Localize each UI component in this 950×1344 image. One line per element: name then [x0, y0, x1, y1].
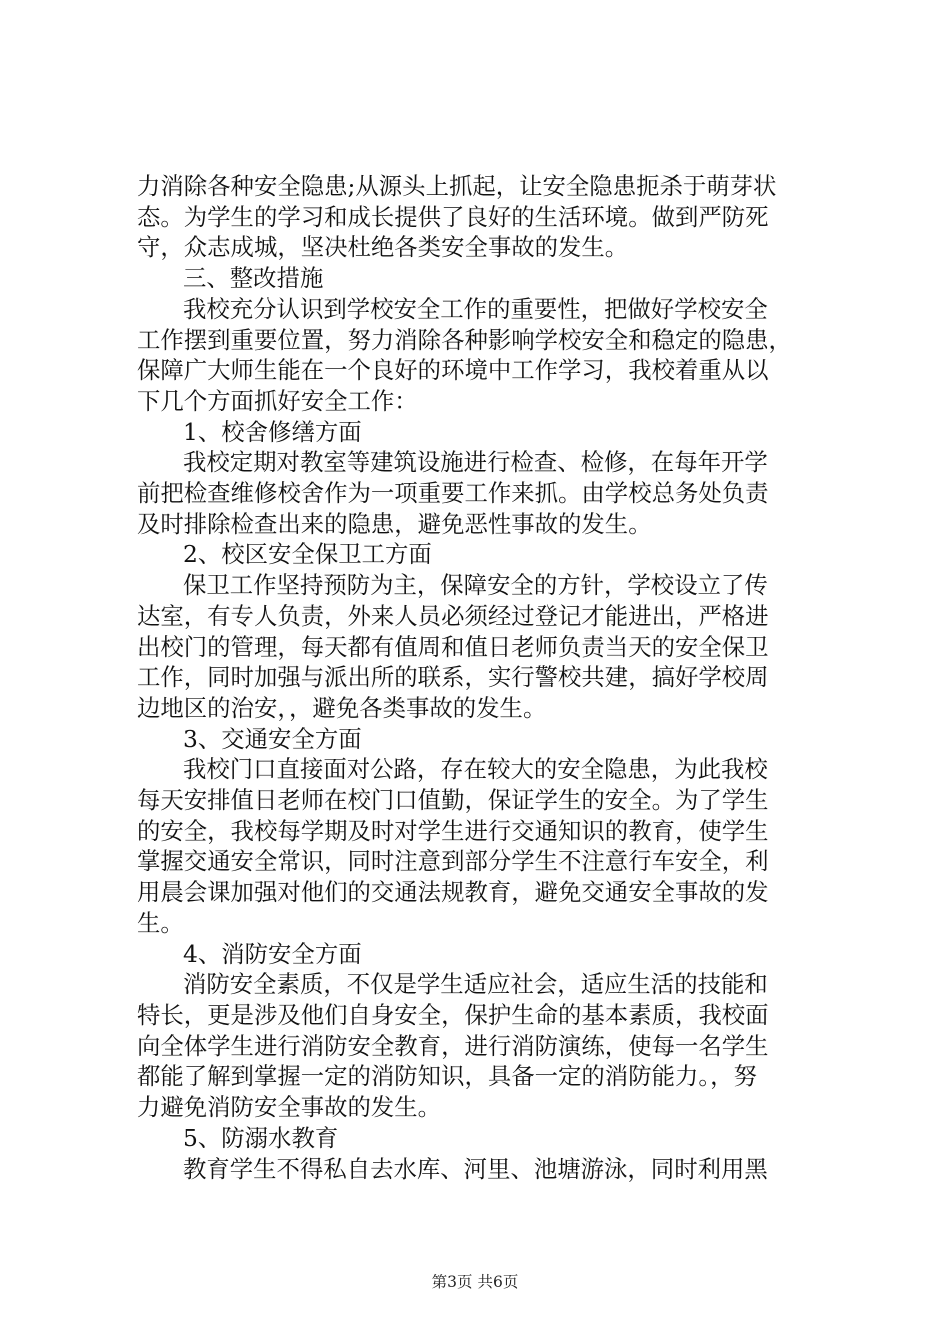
text-line: 守，众志成城，坚决杜绝各类安全事故的发生。 [137, 233, 629, 262]
text-line: 用晨会课加强对他们的交通法规教育，避免交通安全事故的发 [137, 878, 769, 907]
text-line: 力避免消防安全事故的发生。 [137, 1093, 442, 1122]
text-line: 都能了解到掌握一定的消防知识，具备一定的消防能力。，努 [137, 1062, 757, 1091]
text-line: 工作，同时加强与派出所的联系，实行警校共建，搞好学校周 [137, 663, 769, 692]
text-line: 消防安全素质，不仅是学生适应社会，适应生活的技能和 [183, 970, 768, 999]
text-line: 4、消防安全方面 [183, 939, 362, 968]
text-line: 及时排除检查出来的隐患，避免恶性事故的发生。 [137, 509, 652, 538]
text-line: 三、整改措施 [183, 264, 324, 293]
text-line: 力消除各种安全隐患;从源头上抓起，让安全隐患扼杀于萌芽状 [137, 172, 777, 200]
text-line: 向全体学生进行消防安全教育，进行消防演练，使每一名学生 [137, 1031, 769, 1060]
text-line: 特长，更是涉及他们自身安全，保护生命的基本素质，我校面 [137, 1000, 769, 1029]
text-line: 保卫工作坚持预防为主，保障安全的方针，学校设立了传 [183, 571, 768, 600]
text-line: 边地区的治安，，避免各类事故的发生。 [137, 693, 547, 722]
text-line: 达室，有专人负责，外来人员必须经过登记才能进出，严格进 [137, 601, 769, 630]
text-line: 前把检查维修校舍作为一项重要工作来抓。由学校总务处负责 [137, 479, 769, 508]
text-line: 态。为学生的学习和成长提供了良好的生活环境。做到严防死 [137, 202, 769, 231]
text-line: 工作摆到重要位置，努力消除各种影响学校安全和稳定的隐患， [137, 325, 792, 354]
text-line: 每天安排值日老师在校门口值勤，保证学生的安全。为了学生 [137, 786, 769, 815]
text-line: 教育学生不得私自去水库、河里、池塘游泳，同时利用黑 [183, 1154, 768, 1183]
text-line: 我校充分认识到学校安全工作的重要性，把做好学校安全 [183, 294, 768, 323]
text-line: 3、交通安全方面 [183, 724, 362, 753]
text-line: 出校门的管理，每天都有值周和值日老师负责当天的安全保卫 [137, 632, 769, 661]
text-line: 5、防溺水教育 [183, 1123, 339, 1152]
text-line: 我校定期对教室等建筑设施进行检查、检修，在每年开学 [183, 448, 768, 477]
document-body [137, 171, 827, 1184]
text-line: 下几个方面抓好安全工作： [137, 386, 418, 415]
text-line: 的安全，我校每学期及时对学生进行交通知识的教育，使学生 [137, 816, 769, 845]
text-line: 生。 [137, 908, 184, 937]
text-line: 保障广大师生能在一个良好的环境中工作学习，我校着重从以 [137, 356, 769, 385]
page-number-footer: 第3页 共6页 [431, 1273, 519, 1291]
text-line: 掌握交通安全常识，同时注意到部分学生不注意行车安全，利 [137, 847, 769, 876]
text-line: 我校门口直接面对公路，存在较大的安全隐患，为此我校 [183, 755, 768, 784]
text-line: 1、校舍修缮方面 [183, 417, 362, 446]
text-line: 2、校区安全保卫工方面 [183, 540, 432, 569]
